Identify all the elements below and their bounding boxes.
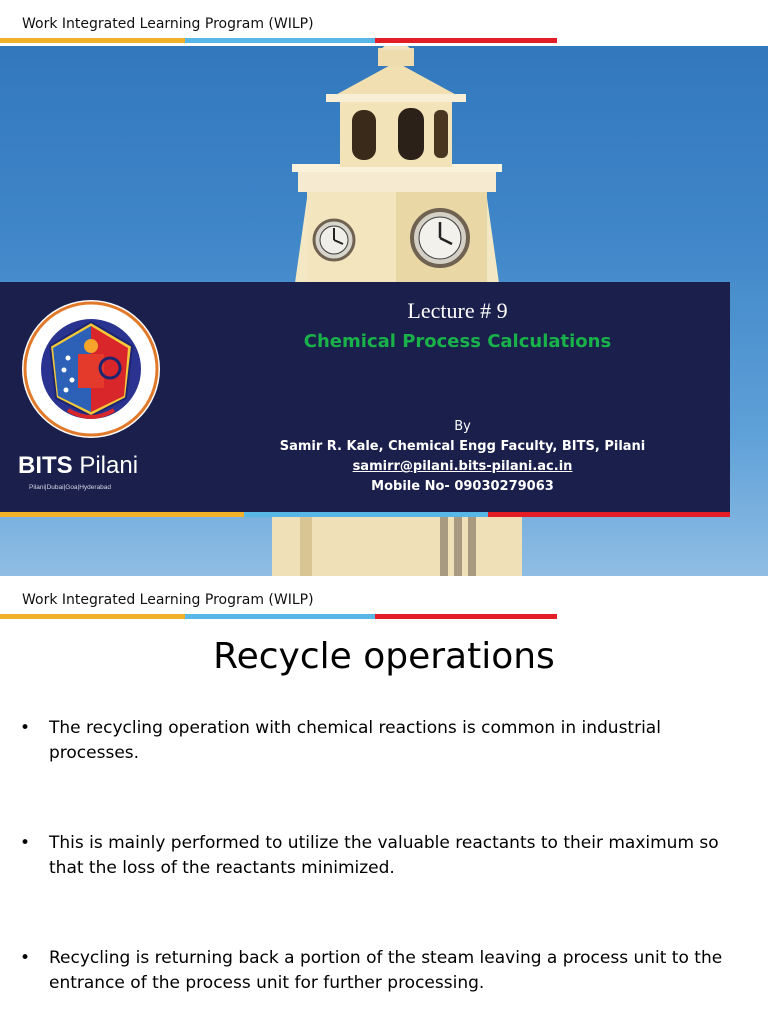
bullet-item [20, 716, 745, 766]
author-mobile: Mobile No- 09030279063 [371, 479, 554, 494]
by-label: By [454, 419, 471, 434]
band-stripe-red [488, 512, 730, 517]
header-stripe-red [375, 614, 557, 619]
slide-title: Recycle operations [213, 636, 555, 677]
bullet-text: The recycling operation with chemical reactions is common in industrial processes. [49, 718, 661, 763]
brand-bold: BITS [18, 452, 73, 479]
lecture-number: Lecture # 9 [407, 298, 508, 323]
bullet-item [20, 831, 745, 881]
band-stripe-yellow [0, 512, 244, 517]
author-name: Samir R. Kale, Chemical Engg Faculty, BITS, Pilani [279, 439, 646, 454]
header-stripe-blue [185, 614, 375, 619]
band-stripe-blue [244, 512, 488, 517]
program-title: Work Integrated Learning Program (WILP) [22, 16, 314, 32]
bullet-icon: • [20, 948, 31, 968]
header-stripe-yellow [0, 614, 185, 619]
author-email[interactable]: samirr@pilani.bits-pilani.ac.in [352, 459, 573, 474]
content-slide [0, 576, 768, 1024]
bullet-text: Recycling is returning back a portion of the steam leaving a process unit to the entrance of the process unit for further processing. [49, 948, 723, 993]
bullet-icon: • [20, 833, 31, 853]
brand-wordmark [18, 452, 138, 480]
brand-light: Pilani [79, 452, 139, 479]
header-stripe-red [375, 38, 557, 43]
bullet-item [20, 946, 745, 996]
bullet-icon: • [20, 718, 31, 738]
bits-emblem-logo [20, 298, 162, 440]
bullet-text: This is mainly performed to utilize the valuable reactants to their maximum so that the loss of the reactants minimized. [49, 833, 719, 878]
author-block [250, 417, 675, 497]
header-stripe-blue [185, 38, 375, 43]
campus-list: Pilani|Dubai|Goa|Hyderabad [29, 484, 112, 491]
header-stripe-yellow [0, 38, 185, 43]
program-title: Work Integrated Learning Program (WILP) [22, 592, 314, 608]
course-title: Chemical Process Calculations [303, 331, 612, 352]
